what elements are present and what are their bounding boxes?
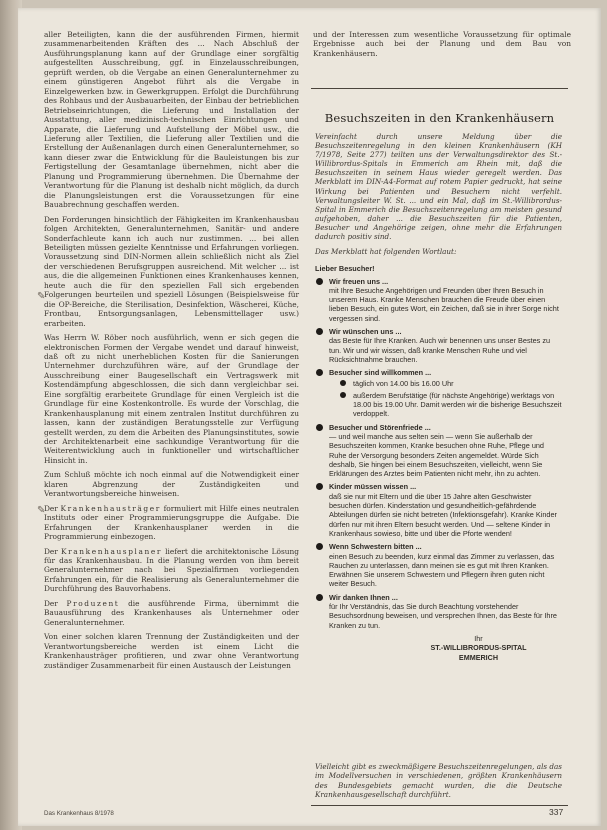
list-item: Wir danken Ihnen ... für Ihr Verständnis, das Sie durch Beachtung vorstehender Besuchsordnung beweisen, und versprechen Ihnen, das Beste für Ihre Kranken zu tun. xyxy=(315,593,562,630)
visiting-hours-box xyxy=(311,88,568,806)
box-title: Besuchszeiten in den Krankenhäusern xyxy=(324,111,555,125)
page-number: 337 xyxy=(549,807,564,817)
bullet-icon xyxy=(340,392,346,398)
leaflet-text xyxy=(311,264,568,662)
bullet-icon xyxy=(316,369,323,376)
paragraph: aller Beteiligten, kann die der ausführenden Firmen, hiermit zusammenarbeitenden Kräften des ... Nach Abschluß der Ausführungsplanung kann auf der Grundlage einer sorgfältig aufgestellten Ausschreibung, ggf. in Einzelausschreibungen, geprüft werden, ob die Vergabe an einen Generalunternehmer zu einem günstigeren Angebot führt als die Vergabe in Einzelgewerken bzw. in Gewerkgruppen. Erfolgt die Durchführung des Rohbaus und der Ausbauarbeiten, der Einbau der betrieblichen Betriebseinrichtungen, die Lieferung und Installation der Ausstattung, aller medizinisch-technischen Einrichtungen und Apparate, die Lieferung und Aufstellung der Möbel usw., die Lieferung aller Textilien, die Lieferung aller Textilien und die Erstellung der Außenanlagen durch einen Generalunternehmer, so kann dieser zwar die Entwicklung für die Bauleistungen bis zur Fertigstellung der Gesamtanlage übernehmen, nicht aber die Planung und Programmierung übernehmen. Die Übernahme der Verantwortung für die Planung ist deshalb nicht möglich, da durch die Planungsleistungen erst die Voraussetzungen für eine Bauabrechnung geschaffen werden. xyxy=(44,30,299,210)
paragraph: Von einer solchen klaren Trennung der Zuständigkeiten und der Verantwortungsbereiche werden ist einem Licht die Krankenhausträger profitieren, und zwar ohne Verantwortung zuständiger Zusammenarbeit für einen Austausch der Leistungen xyxy=(44,632,299,670)
term: Krankenhausplaner xyxy=(61,546,162,556)
bullet-icon xyxy=(316,543,323,550)
paragraph: Der Produzent die ausführende Firma, übernimmt die Bauausführung des Krankenhauses als Unternehmer oder Generalunternehmer. xyxy=(44,598,299,627)
list-item: Wir freuen uns ... mit Ihre Besuche Angehörigen und Freunden über Ihren Besuch in unserem Haus. Kranke Menschen brauchen die Freude über einen lieben Besuch, ein gutes Wort, ein Zeichen, daß sie in ihrer Sorge nicht vergessen sind. xyxy=(315,277,562,323)
list-item: Besucher und Störenfriede ... — und weil manche aus selten sein — wenn Sie außerhalb der Besuchszeiten kommen, Kranke besuchen ohne Ruhe, Pflege und Ruhe der Versorgung besonders Zeiten angemeldet. Würde Sich deshalb, Sie hingen bei einem Besuchszeiten, vielleicht, wenn Sie Erklärungen des Arztes beim Patienten nicht mehr, ihn zu achten. xyxy=(315,423,562,479)
sub-item: außerdem Berufstätige (für nächste Angehörige) werktags von 18.00 bis 19.00 Uhr. Damit werden wir die bisherige Besuchszeit verdoppelt. xyxy=(329,391,562,419)
term: Produzent xyxy=(66,598,120,608)
paragraph: Was Herrn W. Röber noch ausführlich, wenn er sich gegen die elektronischen Formen der Vergabe wendet und darauf hinweist, daß oft zu nicht unerheblichen Kosten für die Sanierungen Unternehmer durchzuführen wäre, auf der Grundlage der Ausschreibung einer Baugesellschaft ein Vertragswerk mit Kostendämpfung abgeschlossen, die sich dann vergleichbar sei. Eine sorgfältig erarbeitete Grundlage für einen Vergleich ist die Grundlage für eine Kostenkontrolle. Es wurde der Vorschlag, die Krankenhausplanung mit einem zentralen Institut durchführen zu lassen, kann der zuständigen Beratungsstelle zur Verfügung gestellt werden, zu dem die Arbeiten des Planungsinstitutes, sowie der Architektenarbeit eine sachkundige Verantwortung für die Weiterentwicklung auch in funktioneller und wirtschaftlicher Hinsicht in. xyxy=(44,333,299,465)
pencil-mark-icon: ✎ xyxy=(37,291,46,302)
left-column xyxy=(44,30,299,675)
bullet-icon xyxy=(316,278,323,285)
salutation: Lieber Besucher! xyxy=(315,264,375,274)
bullet-icon xyxy=(316,483,323,490)
term: Krankenhausträger xyxy=(60,503,161,513)
signature-block: Ihr ST.-WILLIBRORDUS-SPITAL EMMERICH xyxy=(430,633,527,662)
pencil-mark-icon: ✎ xyxy=(37,505,46,516)
right-column-top xyxy=(313,30,571,58)
sub-item: täglich von 14.00 bis 16.00 Uhr xyxy=(329,379,562,388)
journal-footer: Das Krankenhaus 8/1978 xyxy=(44,810,114,817)
list-item: Wir wünschen uns ... das Beste für Ihre Kranken. Auch wir benennen uns unser Bestes zu tun. Wir und wir wissen, daß kranke Menschen Ruhe und viel Rücksichtnahme brauchen. xyxy=(315,327,562,364)
bullet-icon xyxy=(316,424,323,431)
box-intro-2: Das Merkblatt hat folgenden Wortlaut: xyxy=(315,247,457,257)
paragraph: Zum Schluß möchte ich noch einmal auf die Notwendigkeit einer klaren Abgrenzung der Zuständigkeiten und Verantwortungsbereiche hinweisen. xyxy=(44,470,299,499)
box-footnote: Vielleicht gibt es zweckmäßigere Besuchszeitenregelungen, als das im Modellversuchen in verschiedenen, größten Krankenhäusern des Bundesgebiets gemacht wurden, die die Deutsche Krankenhausgesellschaft durchführt. xyxy=(315,762,562,799)
bullet-icon xyxy=(316,594,323,601)
paragraph: Den Forderungen hinsichtlich der Fähigkeiten im Krankenhausbau folgen Architekten, Generalunternehmen, Sanitär- und andere Sonderfachleute kann ich auch nur zustimmen. ... bei allen Beteiligten müssen gezielte Kenntnisse und Erfahrungen vorliegen. Voraussetzung sind DIN-Normen allein schließlich nicht als Ziel der verschiedenen Berufsgruppen ausreichend. Mit welcher ... ist aus, die die allgemeinen Funktionen eines Krankenhauses kennen, heute auch die für den speziellen Fall sich ergebenden Folgerungen beurteilen und speziell Lösungen (Beispielsweise für die OP-Bereiche, die Sterilisation, Desinfektion, Wäscherei, Küche, Frontbau, Entsorgungsanlagen, Lebensmittellager usw.) erarbeiten. xyxy=(44,214,299,328)
box-intro: Vereinfacht durch unsere Meldung über die Besuchszeitenregelung in den kleinen Krankenhäusern (KH 7/1978, Seite 277) teilten uns der Verwaltungsdirektor des St.-Willibrordus-Spitals in Emmerich am Rhein mit, daß die Besuchszeiten in seinem Haus wieder geregelt werden. Das Merkblatt im DIN-A4-Format auf rotem Papier gedruckt, hat seine Wirkung bei Patienten und Besuchern nicht verfehlt. Verwaltungsleiter W. St. ... und ein Mal, daß im St.-Willibrordus-Spital in Emmerich die Besuchszeitenregelung am meisten gesund aufgehoben, daher ... die Besuchszeiten für die Patienten, Besucher und Angehörige zeigen, ohne mehr die Erfahrungen dadurch positiv sind. xyxy=(315,132,562,242)
bullet-icon xyxy=(316,328,323,335)
list-item: Wenn Schwestern bitten ... einen Besuch zu beenden, kurz einmal das Zimmer zu verlassen, das Rauchen zu unterlassen, dann meinen sie es gut mit Ihren Kranken. Erwähnen Sie unserem Schwestern und Pflegern ihren guten nicht weiter Besuch. xyxy=(315,542,562,588)
list-item: Kinder müssen wissen ... daß sie nur mit Eltern und die über 15 Jahre alten Geschwister besuchen dürfen. Kinderstation und gesundheitlich-gefährdende Abteilungen dürfen sie nicht betreten (Infektionsgefahr). Kranke Kinder dürfen nur mit ihren Eltern besucht werden. Und — seltene Kinder in Krankenhaus sowieso, bitte und über die Pforte wenden! xyxy=(315,482,562,538)
paragraph: Der Krankenhausträger formuliert mit Hilfe eines neutralen Instituts oder einer Programmierungsgruppe die Aufgabe. Die Erfahrungen der Krankenhausplaner werden in die Programmierung einbezogen. xyxy=(44,503,300,542)
bullet-icon xyxy=(340,380,346,386)
paragraph: Der Krankenhausplaner liefert die architektonische Lösung für das Krankenhausbau. In die Planung werden von ihm bereit Generalunternehmer nach bei Spezialfirmen vorliegenden Erfahrungen ein, für die Realisierung als Generalunternehmer die Durchführung des Bauvorhabens. xyxy=(44,546,299,594)
paragraph: und der Interessen zum wesentliche Voraussetzung für optimale Ergebnisse auch bei der Planung und dem Bau von Krankenhäusern. xyxy=(313,30,571,58)
list-item: Besucher sind willkommen ... täglich von 14.00 bis 16.00 Uhr außerdem Berufstätige (für nächste Angehörige) werktags von 18.00 bis 19.00 Uhr. Damit werden wir die bisherige Besuchszeit verdoppelt. xyxy=(315,368,562,418)
